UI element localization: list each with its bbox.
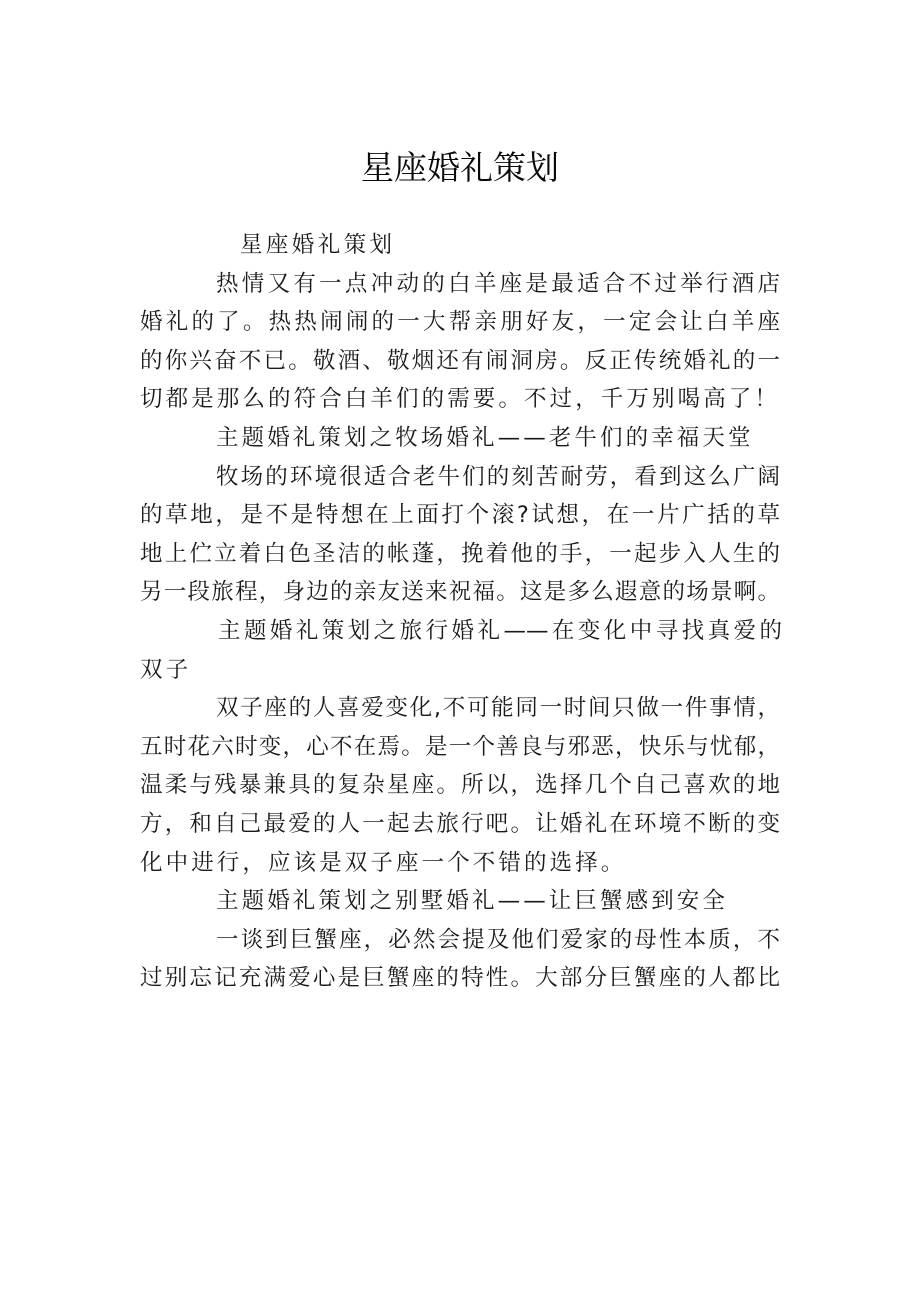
paragraph-cancer-line-1: 一谈到巨蟹座，必然会提及他们爱家的母性本质，不 bbox=[216, 926, 780, 953]
paragraph-taurus-line-1: 牧场的环境很适合老牛们的刻苦耐劳，看到这么广阔 bbox=[216, 463, 780, 490]
paragraph-gemini-line-5: 化中进行，应该是双子座一个不错的选择。 bbox=[140, 849, 627, 876]
heading-ranch-wedding: 主题婚礼策划之牧场婚礼——老牛们的幸福天堂 bbox=[216, 424, 754, 451]
paragraph-gemini-line-2: 五时花六时变，心不在焉。是一个善良与邪恶，快乐与忧郁， bbox=[140, 733, 780, 760]
heading-travel-wedding-line-2: 双子 bbox=[140, 656, 192, 683]
paragraph-aries-line-3: 的你兴奋不已。敬酒、敬烟还有闹洞房。反正传统婚礼的一 bbox=[140, 347, 780, 374]
paragraph-aries-line-1: 热情又有一点冲动的白羊座是最适合不过举行酒店 bbox=[216, 270, 780, 297]
document-body bbox=[140, 226, 780, 998]
heading-villa-wedding: 主题婚礼策划之别墅婚礼——让巨蟹感到安全 bbox=[216, 888, 729, 915]
document-title: 星座婚礼策划 bbox=[361, 148, 559, 187]
paragraph-aries-line-2: 婚礼的了。热热闹闹的一大帮亲朋好友，一定会让白羊座 bbox=[140, 309, 780, 336]
paragraph-gemini-line-3: 温柔与残暴兼具的复杂星座。所以，选择几个自己喜欢的地 bbox=[140, 772, 780, 799]
subtitle-line: 星座婚礼策划 bbox=[240, 232, 396, 258]
paragraph-taurus-line-2: 的草地，是不是特想在上面打个滚?试想，在一片广括的草 bbox=[140, 502, 780, 529]
paragraph-gemini-line-4: 方，和自己最爱的人一起去旅行吧。让婚礼在环境不断的变 bbox=[140, 810, 780, 837]
paragraph-gemini-line-1: 双子座的人喜爱变化,不可能同一时间只做一件事情， bbox=[216, 695, 780, 722]
paragraph-cancer-line-2: 过别忘记充满爱心是巨蟹座的特性。大部分巨蟹座的人都比 bbox=[140, 965, 780, 992]
paragraph-taurus-line-3: 地上伫立着白色圣洁的帐蓬，挽着他的手，一起步入人生的 bbox=[140, 540, 780, 567]
paragraph-taurus-line-4: 另一段旅程，身边的亲友送来祝福。这是多么遐意的场景啊。 bbox=[140, 579, 780, 606]
paragraph-aries-line-4: 切都是那么的符合白羊们的需要。不过，千万别喝高了！ bbox=[140, 386, 781, 413]
heading-travel-wedding-line-1: 主题婚礼策划之旅行婚礼——在变化中寻找真爱的 bbox=[218, 617, 782, 644]
